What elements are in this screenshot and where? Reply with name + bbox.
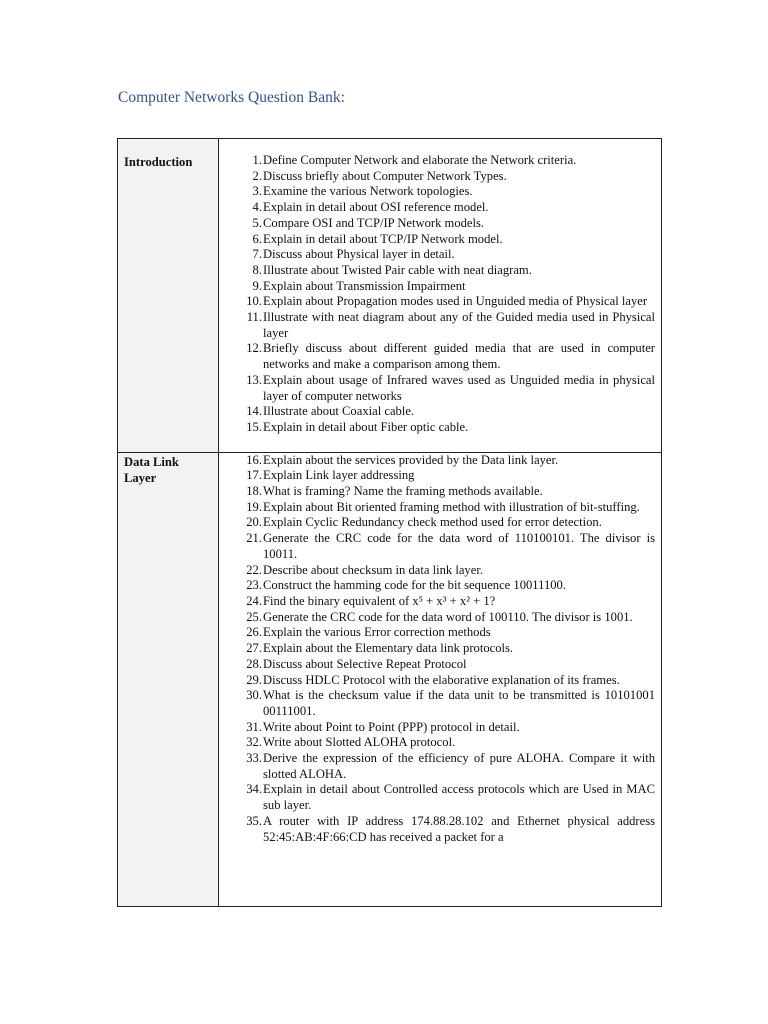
question-item [223,216,655,232]
question-number: 16. [246,452,262,467]
question-text: Examine the various Network topologies. [263,184,473,199]
question-item [223,688,655,719]
question-text: Write about Slotted ALOHA protocol. [263,735,456,750]
question-item [223,610,655,626]
question-item [223,625,655,641]
question-number: 4. [252,200,262,215]
question-item [223,169,655,185]
question-text: Compare OSI and TCP/IP Network models. [263,215,485,230]
question-text: What is the checksum value if the data unit to be transmitted is 10101001 00111001. [263,688,655,718]
question-number: 28. [246,656,262,671]
question-text: What is framing? Name the framing methods available. [263,484,543,499]
question-text: Generate the CRC code for the data word of 100110. The divisor is 1001. [263,609,633,624]
question-item [223,263,655,279]
question-item [223,453,655,469]
question-number: 27. [246,641,262,656]
question-item [223,735,655,751]
question-number: 31. [246,719,262,734]
section-heading: Data Link Layer [118,452,219,906]
question-text: Write about Point to Point (PPP) protocol in detail. [263,719,520,734]
question-number: 14. [246,404,262,419]
question-list-clip [223,453,655,905]
question-item [223,578,655,594]
question-text: Illustrate about Coaxial cable. [263,404,415,419]
question-number: 6. [252,231,262,246]
question-item [223,814,655,845]
question-number: 7. [252,247,262,262]
question-text: Illustrate with neat diagram about any of the Guided media used in Physical layer [263,310,655,340]
question-text: Discuss briefly about Computer Network Types. [263,168,507,183]
question-text: Define Computer Network and elaborate the Network criteria. [263,153,577,167]
question-number: 24. [246,593,262,608]
question-number: 17. [246,468,262,483]
question-number: 8. [252,262,262,277]
question-item [223,404,655,420]
question-number: 29. [246,672,262,687]
question-item [223,373,655,404]
question-item [223,247,655,263]
question-item [223,751,655,782]
question-text: Briefly discuss about different guided media that are used in computer networks and make a comparison among them. [263,341,655,372]
question-text: Explain Cyclic Redundancy check method used for error detection. [263,515,602,530]
question-number: 9. [252,278,262,293]
question-text: Describe about checksum in data link layer. [263,562,483,577]
question-number: 23. [246,578,262,593]
question-number: 10. [246,294,262,309]
question-number: 3. [252,184,262,199]
question-item [223,515,655,531]
document-title: Computer Networks Question Bank: [118,89,345,106]
question-number: 12. [246,341,262,356]
section-heading: Introduction [118,139,219,453]
question-item [223,563,655,579]
question-item [223,200,655,216]
question-text: Explain about the services provided by the Data link layer. [263,452,559,467]
question-text: Explain the various Error correction methods [263,625,491,640]
question-text: Explain about Transmission Impairment [263,278,466,293]
question-item [223,531,655,562]
question-text: Generate the CRC code for the data word of 110100101. The divisor is 10011. [263,531,655,561]
question-text: Derive the expression of the efficiency of pure ALOHA. Compare it with slotted ALOHA. [263,751,655,781]
question-item [223,153,655,169]
question-text: Illustrate about Twisted Pair cable with neat diagram. [263,262,532,277]
question-text: Discuss about Physical layer in detail. [263,247,455,262]
section-row-data-link-layer [118,452,662,906]
question-item [223,720,655,736]
question-number: 21. [246,531,262,546]
question-bank-table [117,138,662,907]
question-number: 34. [246,782,262,797]
question-item [223,232,655,248]
question-item [223,484,655,500]
question-text: Explain in detail about TCP/IP Network model. [263,231,503,246]
question-item [223,782,655,813]
question-item [223,341,655,372]
question-number: 26. [246,625,262,640]
question-item [223,279,655,295]
question-number: 30. [246,688,262,703]
question-number: 5. [252,215,262,230]
question-item [223,594,655,610]
question-number: 33. [246,751,262,766]
question-text: Discuss about Selective Repeat Protocol [263,656,467,671]
question-list [219,452,662,906]
question-number: 11. [246,310,262,325]
question-number: 1. [252,153,262,167]
question-text: A router with IP address 174.88.28.102 and Ethernet physical address 52:45:AB:4F:66:CD has received a packet for a [263,813,655,844]
question-item [223,420,655,436]
question-text: Explain in detail about OSI reference model. [263,200,489,215]
question-number: 32. [246,735,262,750]
question-text: Explain about Propagation modes used in Unguided media of Physical layer [263,294,648,309]
question-text: Explain about Bit oriented framing method with illustration of bit-stuffing. [263,499,640,514]
question-number: 25. [246,609,262,624]
question-number: 18. [246,484,262,499]
question-item [223,468,655,484]
question-number: 15. [246,419,262,434]
question-number: 35. [246,813,262,828]
question-text: Discuss HDLC Protocol with the elaborative explanation of its frames. [263,672,620,687]
question-text: Explain about the Elementary data link protocols. [263,641,514,656]
question-item [223,500,655,516]
question-item [223,184,655,200]
question-text: Explain Link layer addressing [263,468,415,483]
question-text: Explain in detail about Fiber optic cable. [263,419,469,434]
question-number: 20. [246,515,262,530]
question-number: 2. [252,168,262,183]
question-number: 13. [246,372,262,387]
question-item [223,310,655,341]
section-row-introduction [118,139,662,453]
question-item [223,657,655,673]
question-text: Explain in detail about Controlled access protocols which are Used in MAC sub layer. [263,782,655,813]
question-item [223,673,655,689]
question-text: Explain about usage of Infrared waves used as Unguided media in physical layer of computer networks [263,372,655,403]
question-text: Find the binary equivalent of x⁵ + x³ + x² + 1? [263,593,496,608]
question-number: 22. [246,562,262,577]
question-item [223,294,655,310]
question-list [219,139,662,453]
question-number: 19. [246,499,262,514]
question-item [223,641,655,657]
question-text: Construct the hamming code for the bit sequence 10011100. [263,578,566,593]
